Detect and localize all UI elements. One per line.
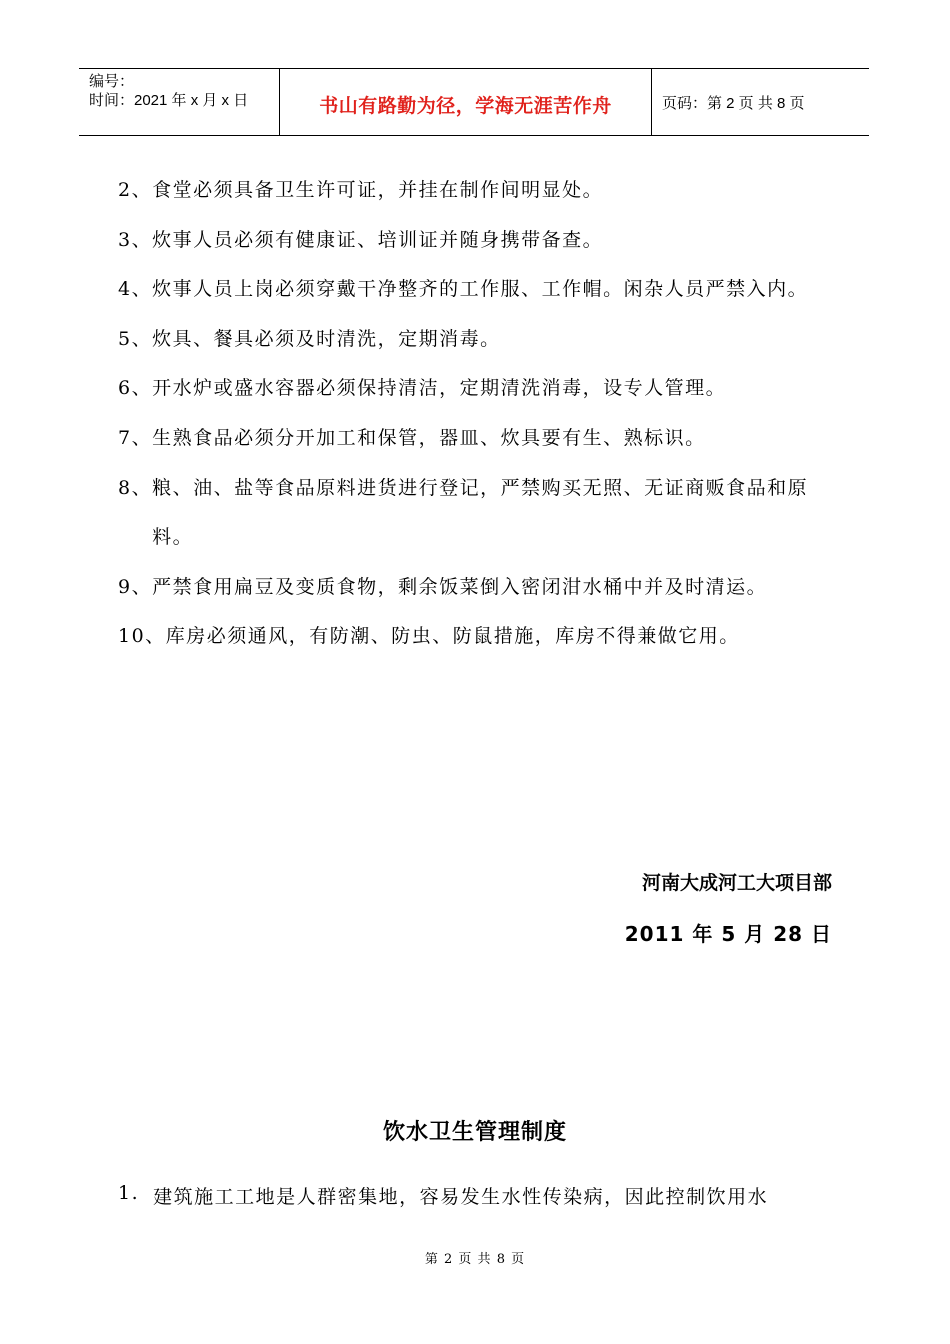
header-motto-cell [280, 69, 652, 135]
item-number: 2、 [118, 179, 153, 201]
rule-list [118, 166, 828, 662]
item-text: 库房必须通风，有防潮、防虫、防鼠措施，库房不得兼做它用。 [165, 625, 740, 648]
item-number: 3、 [118, 228, 153, 251]
item-number: 5、 [118, 327, 153, 350]
list-item [118, 563, 828, 613]
list-item [118, 166, 828, 216]
item-number: 10、 [118, 625, 166, 648]
list-item [118, 464, 828, 563]
document-header [79, 68, 869, 136]
paragraph-number: 1. [118, 1182, 140, 1204]
header-page-code: 页码：第 2 页 共 8 页 [662, 94, 805, 112]
header-motto: 书山有路勤为径，学海无涯苦作舟 [319, 94, 612, 117]
list-item [118, 265, 828, 315]
signature-organization: 河南大成河工大项目部 [641, 872, 832, 894]
list-item [118, 612, 828, 662]
item-number: 9、 [118, 575, 153, 598]
document-time: 时间：2021 年 x 月 x 日 [89, 92, 249, 109]
list-item [118, 315, 828, 365]
item-number: 6、 [118, 377, 153, 400]
section-title: 饮水卫生管理制度 [382, 1120, 567, 1145]
item-text: 炊事人员上岗必须穿戴干净整齐的工作服、工作帽。闲杂人员严禁入内。 [152, 278, 809, 301]
paragraph-text: 建筑施工工地是人群密集地，容易发生水性传染病，因此控制饮用水 [153, 1186, 769, 1208]
section-paragraph [118, 1182, 828, 1209]
document-number-label: 编号： [89, 73, 135, 90]
item-number: 8、 [118, 476, 153, 499]
list-item [118, 364, 828, 414]
item-text: 炊具、餐具必须及时清洗，定期消毒。 [152, 327, 501, 350]
item-text: 炊事人员必须有健康证、培训证并随身携带备查。 [152, 228, 604, 251]
item-number: 7、 [118, 426, 153, 449]
header-page-cell [652, 69, 869, 135]
list-item [118, 216, 828, 266]
item-text: 粮、油、盐等食品原料进货进行登记，严禁购买无照、无证商贩食品和原料。 [152, 476, 809, 549]
item-text: 生熟食品必须分开加工和保管，器皿、炊具要有生、熟标识。 [152, 426, 706, 449]
signature-date: 2011 年 5 月 28 日 [624, 922, 832, 946]
item-text: 食堂必须具备卫生许可证，并挂在制作间明显处。 [152, 179, 604, 201]
item-number: 4、 [118, 278, 153, 301]
item-text: 严禁食用扁豆及变质食物，剩余饭菜倒入密闭泔水桶中并及时清运。 [152, 575, 768, 598]
item-text: 开水炉或盛水容器必须保持清洁，定期清洗消毒，设专人管理。 [152, 377, 727, 400]
page-footer: 第 2 页 共 8 页 [424, 1252, 526, 1267]
list-item [118, 414, 828, 464]
header-info-cell [79, 69, 280, 135]
